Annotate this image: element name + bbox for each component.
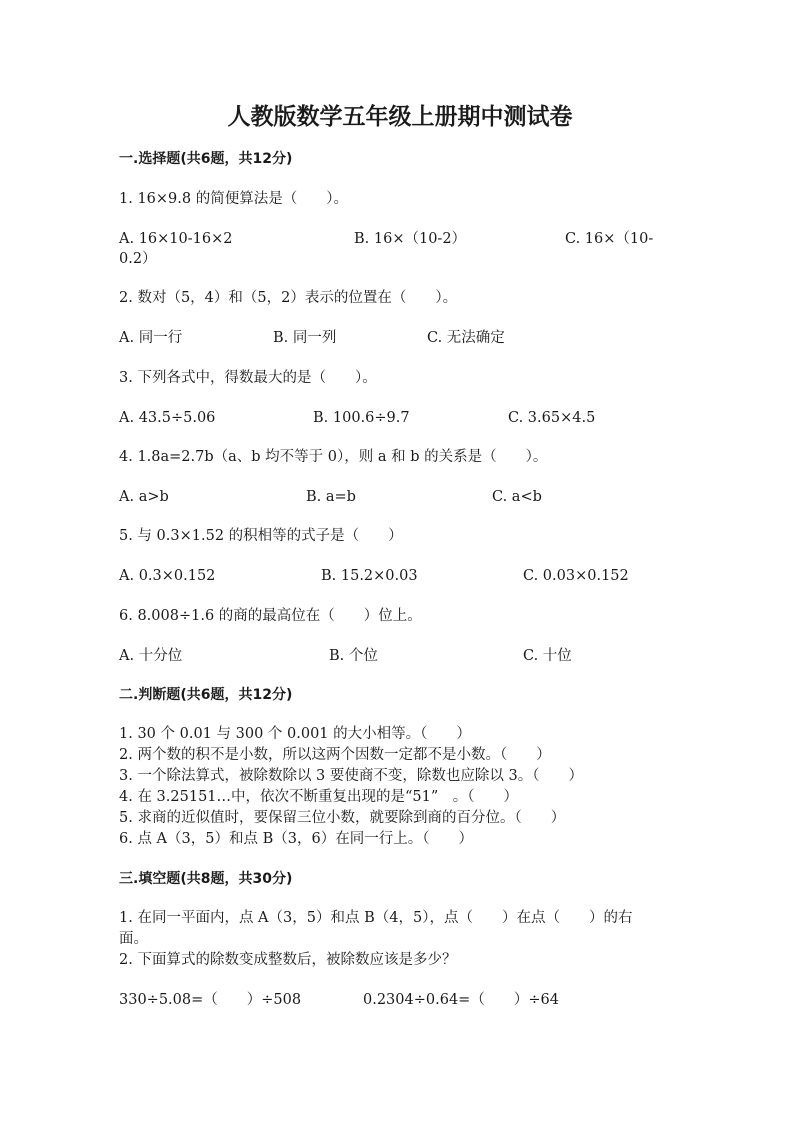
option-a: A. 16×10-16×2 — [119, 231, 233, 247]
option-b: B. a=b — [306, 489, 356, 505]
option-c: C. 3.65×4.5 — [508, 410, 596, 426]
page-title: 人教版数学五年级上册期中测试卷 — [227, 104, 573, 130]
option-b: B. 15.2×0.03 — [321, 568, 418, 584]
question-stem: 4. 1.8a=2.7b（a、b 均不等于 0），则 a 和 b 的关系是（ ）。 — [119, 449, 548, 465]
judgment-item: 4. 在 3.25151…中，依次不断重复出现的是“51” 。（ ） — [119, 789, 519, 805]
option-c: C. 0.03×0.152 — [523, 568, 629, 584]
section-heading-choice: 一.选择题(共6题，共12分) — [119, 151, 293, 167]
judgment-item: 6. 点 A（3，5）和点 B（3，6）在同一行上。（ ） — [119, 831, 473, 847]
section-heading-fill-blank: 三.填空题(共8题，共30分) — [119, 871, 293, 887]
question-stem: 6. 8.008÷1.6 的商的最高位在（ ）位上。 — [119, 608, 422, 624]
question-stem: 5. 与 0.3×1.52 的积相等的式子是（ ） — [119, 528, 403, 544]
fill-question-line: 2. 下面算式的除数变成整数后，被除数应该是多少？ — [119, 952, 457, 968]
option-c: C. 16×（10- — [565, 231, 654, 247]
judgment-item: 1. 30 个 0.01 与 300 个 0.001 的大小相等。（ ） — [119, 726, 471, 742]
option-a: A. 同一行 — [119, 330, 183, 346]
judgment-item: 5. 求商的近似值时，要保留三位小数，就要除到商的百分位。（ ） — [119, 810, 566, 826]
question-stem: 1. 16×9.8 的简便算法是（ ）。 — [119, 191, 348, 207]
option-c: C. a<b — [492, 489, 542, 505]
option-a: A. 十分位 — [119, 648, 183, 664]
option-b: B. 个位 — [329, 648, 378, 664]
question-stem: 2. 数对（5，4）和（5，2）表示的位置在（ ）。 — [119, 290, 458, 306]
fill-expression: 0.2304÷0.64=（ ）÷64 — [363, 992, 559, 1008]
option-a: A. 43.5÷5.06 — [119, 410, 216, 426]
option-b: B. 100.6÷9.7 — [313, 410, 410, 426]
judgment-item: 2. 两个数的积不是小数，所以这两个因数一定都不是小数。（ ） — [119, 747, 551, 763]
option-a: A. a>b — [119, 489, 169, 505]
fill-question-line: 面。 — [119, 931, 148, 947]
fill-question-line: 1. 在同一平面内，点 A（3，5）和点 B（4，5），点（ ）在点（ ）的右 — [119, 910, 633, 926]
option-c: C. 十位 — [523, 648, 572, 664]
fill-expression: 330÷5.08=（ ）÷508 — [119, 992, 302, 1008]
section-heading-judgment: 二.判断题(共6题，共12分) — [119, 687, 293, 703]
option-b: B. 同一列 — [273, 330, 337, 346]
question-stem: 3. 下列各式中，得数最大的是（ ）。 — [119, 370, 377, 386]
option-b: B. 16×（10-2） — [354, 231, 467, 247]
option-c-continued: 0.2） — [119, 251, 157, 267]
option-c: C. 无法确定 — [427, 330, 505, 346]
option-a: A. 0.3×0.152 — [119, 568, 216, 584]
judgment-item: 3. 一个除法算式，被除数除以 3 要使商不变，除数也应除以 3。（ ） — [119, 768, 583, 784]
